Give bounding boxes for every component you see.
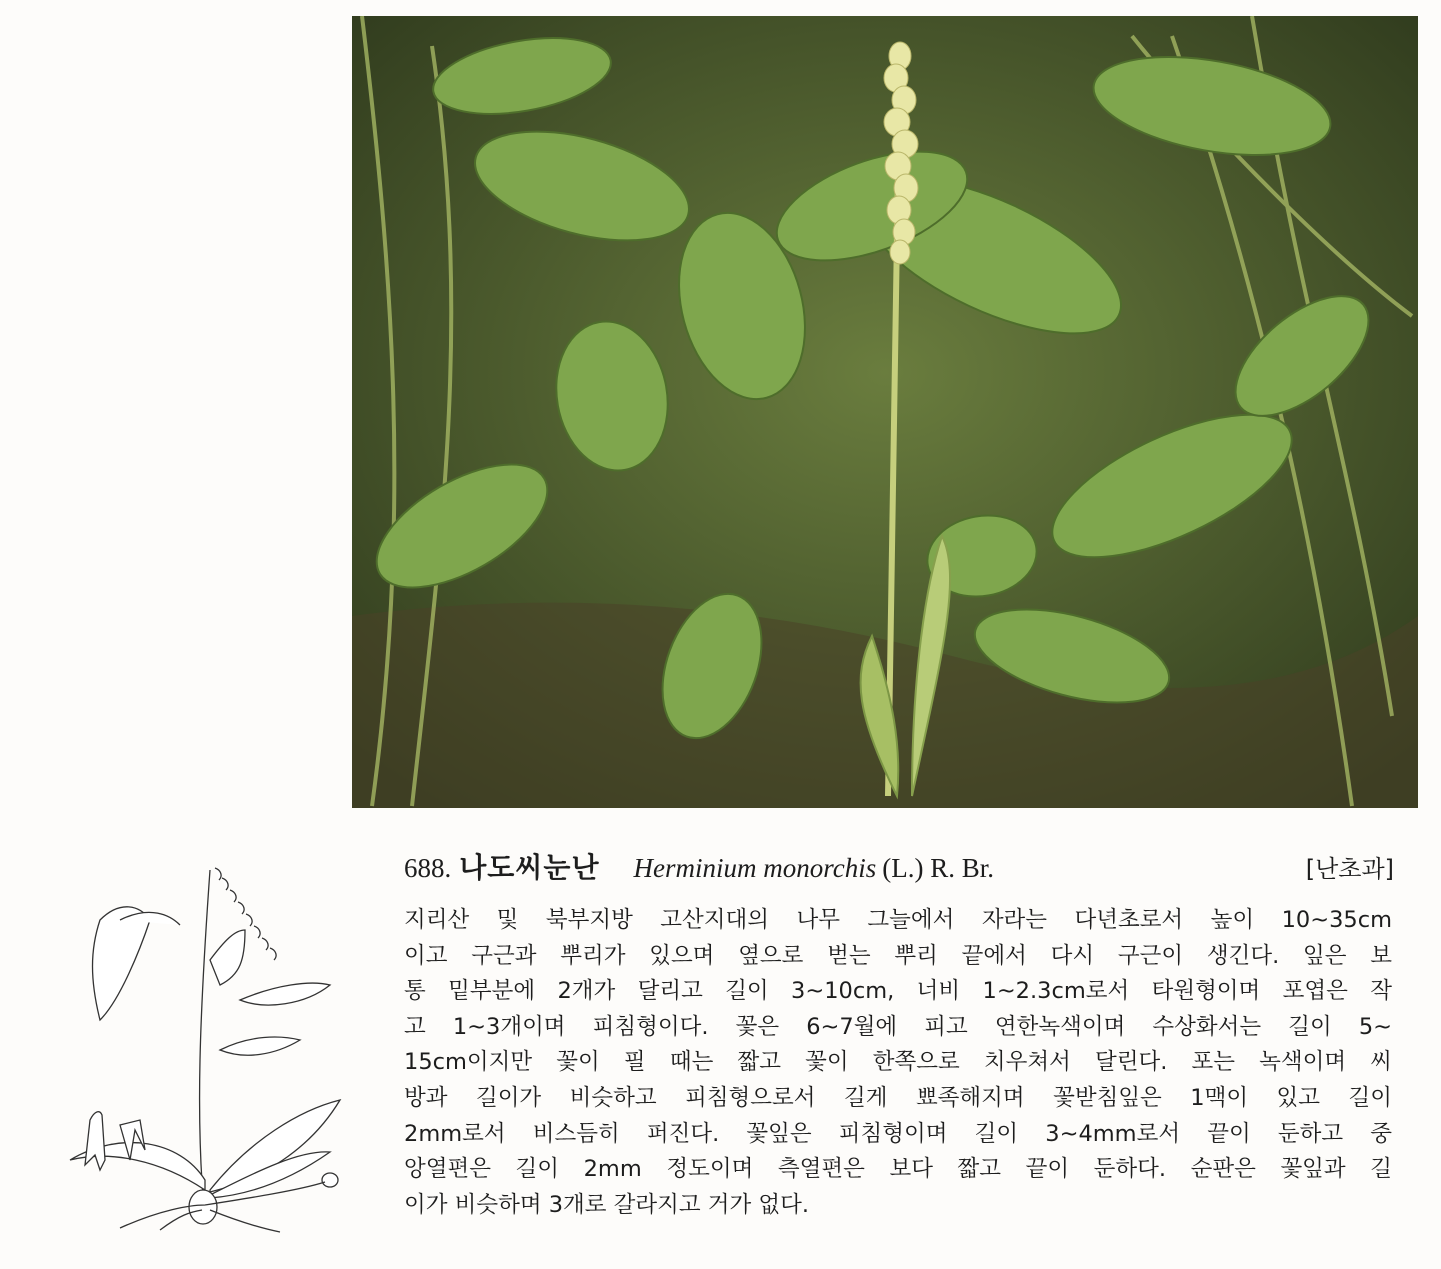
description-line: 이고 구근과 뿌리가 있으며 옆으로 벋는 뿌리 끝에서 다시 구근이 생긴다. 잎은 보 — [404, 942, 1392, 969]
description — [404, 903, 1392, 1223]
author-citation: (L.) R. Br. — [882, 853, 994, 883]
description-line: 지리산 및 북부지방 고산지대의 나무 그늘에서 자라는 다년초로서 높이 10~35cm — [404, 907, 1392, 933]
korean-name: 나도씨눈난 — [459, 851, 600, 884]
description-line: 이가 비슷하며 3개로 갈라지고 거가 없다. — [404, 1191, 809, 1218]
entry-heading — [404, 846, 1394, 890]
family-name: [난초과] — [1305, 855, 1394, 883]
plant-photo — [352, 16, 1418, 808]
entry-number: 688. — [404, 853, 452, 883]
description-line: 2mm로서 비스듬히 퍼진다. 꽃잎은 피침형이며 길이 3~4mm로서 끝이 둔하고 중 — [404, 1120, 1392, 1147]
description-line: 통 밑부분에 2개가 달리고 길이 3~10cm, 너비 1~2.3cm로서 타원형이며 포엽은 작 — [404, 978, 1392, 1005]
scientific-name: Herminium monorchis — [633, 853, 877, 883]
botanical-line-drawing — [60, 860, 350, 1240]
description-line: 앙열편은 길이 2mm 정도이며 측열편은 보다 짧고 끝이 둔하다. 순판은 꽃잎과 길 — [404, 1156, 1392, 1183]
description-line: 방과 길이가 비슷하고 피침형으로서 길게 뾰족해지며 꽃받침잎은 1맥이 있고 길이 — [404, 1084, 1392, 1111]
description-line: 고 1~3개이며 피침형이다. 꽃은 6~7월에 피고 연한녹색이며 수상화서는 길이 5~ — [404, 1013, 1392, 1040]
description-line: 15cm이지만 꽃이 필 때는 짧고 꽃이 한쪽으로 치우쳐서 달린다. 포는 녹색이며 씨 — [404, 1049, 1392, 1076]
